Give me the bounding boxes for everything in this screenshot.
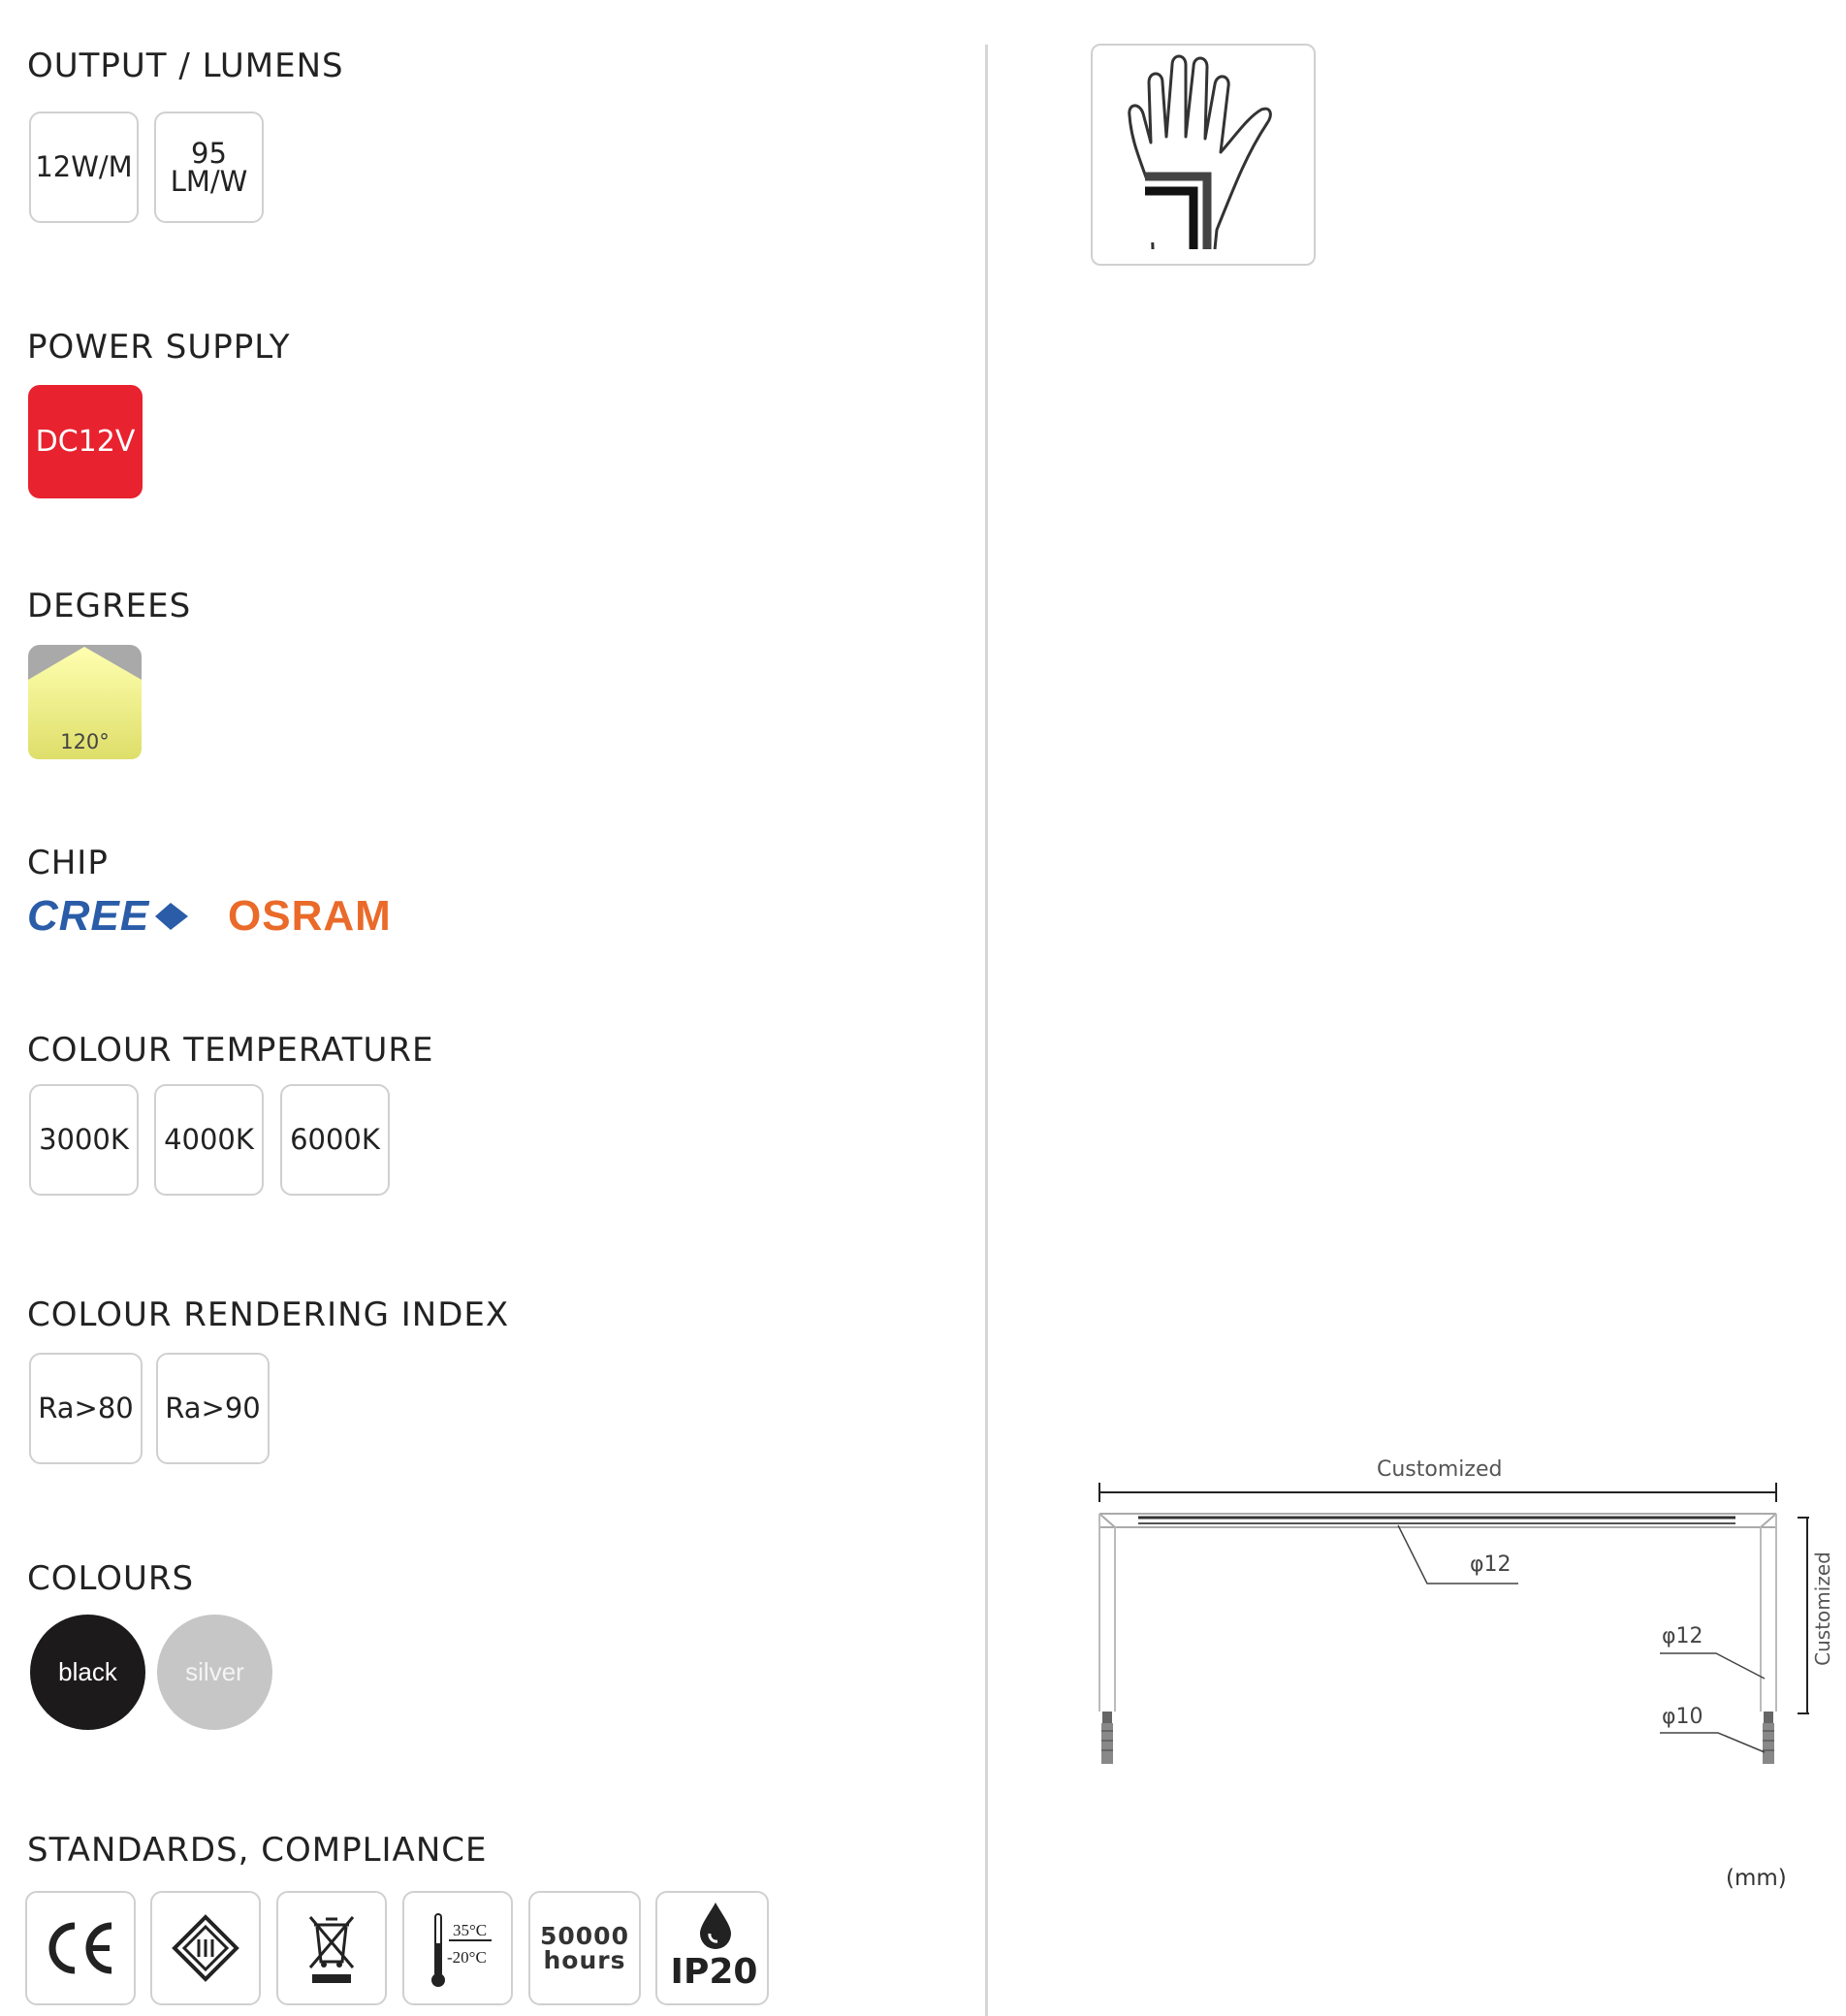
- colour-label: silver: [185, 1657, 244, 1686]
- weee-bin-icon: [302, 1909, 361, 1987]
- colours-heading: COLOURS: [27, 1559, 195, 1598]
- ce-mark-icon: [42, 1914, 119, 1982]
- technical-drawing: [1086, 1450, 1842, 1876]
- power-value: DC12V: [35, 424, 136, 459]
- beam-angle-badge: [28, 645, 142, 759]
- lumens-unit: LM/W: [170, 164, 248, 198]
- lifetime-value: 50000: [540, 1922, 629, 1950]
- temperature-badge: [402, 1891, 513, 2005]
- watts-badge: [29, 112, 139, 223]
- hand-icon: [1093, 46, 1314, 264]
- colour-label: black: [58, 1657, 117, 1686]
- pin-diameter-label: φ10: [1662, 1705, 1703, 1729]
- cri-badge-90: [156, 1353, 270, 1464]
- temp-high: 35°C: [453, 1921, 488, 1939]
- water-drop-icon: [696, 1901, 735, 1951]
- leg-diameter-label: φ12: [1662, 1624, 1703, 1648]
- output-heading: OUTPUT / LUMENS: [27, 47, 344, 85]
- cri-badge-80: [29, 1353, 143, 1464]
- colour-swatch-black: [30, 1615, 145, 1730]
- cri-value: Ra>90: [165, 1392, 261, 1424]
- lumens-badge: [154, 112, 264, 223]
- hand-badge: [1091, 44, 1316, 266]
- cri-value: Ra>80: [38, 1392, 134, 1424]
- lifetime-badge: [528, 1891, 641, 2005]
- ip-rating-value: IP20: [670, 1952, 758, 1992]
- bar-diameter-label: φ12: [1470, 1552, 1512, 1577]
- weee-badge: [276, 1891, 387, 2005]
- standards-heading: STANDARDS, COMPLIANCE: [27, 1831, 488, 1870]
- cct-badge-6000: [280, 1084, 390, 1196]
- cree-brand: CREE: [27, 892, 150, 940]
- colour-swatch-silver: [157, 1615, 272, 1730]
- cct-value: 3000K: [39, 1123, 129, 1156]
- beam-angle-value: 120°: [60, 730, 110, 753]
- lumens-value: 95: [191, 136, 227, 170]
- cct-badge-3000: [29, 1084, 139, 1196]
- cct-badge-4000: [154, 1084, 264, 1196]
- cct-value: 4000K: [164, 1123, 254, 1156]
- osram-brand: OSRAM: [228, 892, 392, 940]
- lifetime-unit: hours: [543, 1946, 626, 1974]
- ip-rating-badge: [655, 1891, 769, 2005]
- class-iii-badge: [150, 1891, 261, 2005]
- chip-heading: CHIP: [27, 844, 109, 882]
- technical-drawing-lines: [1086, 1450, 1842, 1876]
- power-badge: [28, 385, 143, 498]
- cri-heading: COLOUR RENDERING INDEX: [27, 1296, 510, 1334]
- ce-badge: [25, 1891, 136, 2005]
- power-heading: POWER SUPPLY: [27, 328, 291, 367]
- degrees-heading: DEGREES: [27, 587, 192, 625]
- cree-logo: [27, 892, 192, 941]
- osram-logo: [228, 892, 392, 941]
- temp-low: -20°C: [447, 1948, 487, 1967]
- cct-heading: COLOUR TEMPERATURE: [27, 1031, 434, 1070]
- class-iii-icon: [171, 1913, 240, 1983]
- cree-diamond-icon: [151, 900, 192, 933]
- watts-value: 12W/M: [35, 150, 133, 183]
- column-divider: [985, 45, 988, 2016]
- unit-label: (mm): [1726, 1866, 1787, 1891]
- cct-value: 6000K: [290, 1123, 380, 1156]
- side-dimension-label: Customized: [1811, 1552, 1834, 1666]
- temperature-divider: [449, 1939, 492, 1941]
- top-dimension-label: Customized: [1377, 1457, 1503, 1482]
